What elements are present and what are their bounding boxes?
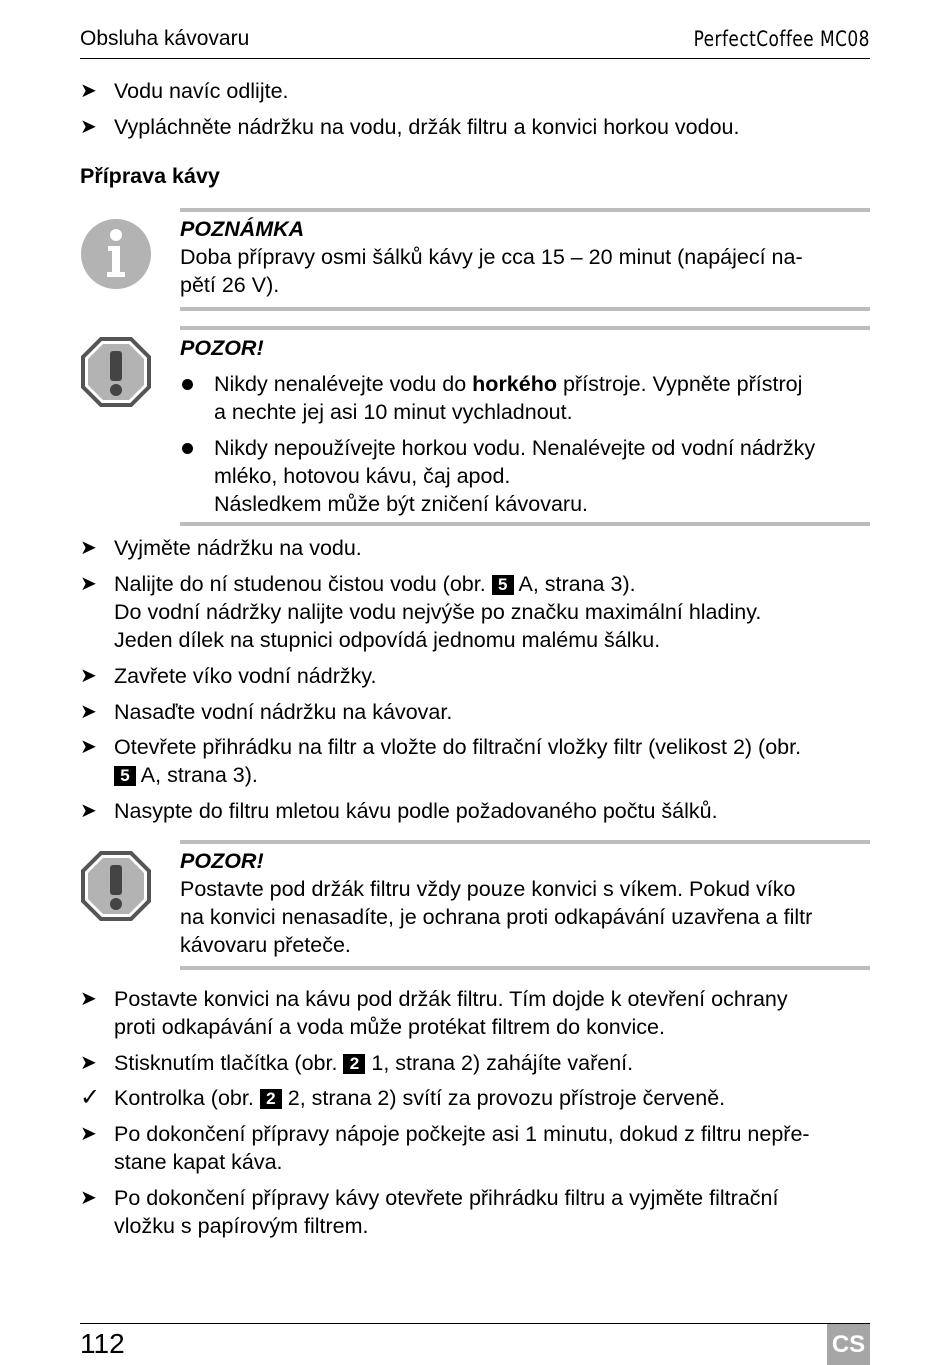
warning-icon [80,336,152,408]
note-bottom-rule [180,307,870,311]
caution-title: POZOR! [180,336,264,360]
running-header-left: Obsluha kávovaru [80,27,250,50]
caution-top-rule [180,840,870,844]
arrow-marker: ➤ [80,116,97,138]
step-text: Nasaďte vodní nádržku na kávovar. [114,700,453,724]
header-divider [80,58,870,59]
step-item [80,662,870,690]
caution-title: POZOR! [180,849,264,873]
caution-box [180,847,870,959]
step-text: Po dokončení přípravy kávy otevřete přihrádku filtru a vyjměte filtrační [114,1186,779,1210]
arrow-marker: ➤ [80,736,97,758]
figure-number-badge: 5 [114,766,136,786]
warning-icon [80,850,152,922]
step-text: stane kapat káva. [114,1150,283,1174]
step-item [80,1184,870,1240]
caution-line: Postavte pod držák filtru vždy pouze konvici s víkem. Pokud víko [180,877,796,901]
caution-top-rule [180,326,870,330]
footer-divider [80,1323,870,1324]
result-item [80,1084,870,1112]
step-item [80,570,870,654]
bullet-dot [182,379,193,390]
bullet-text: Následkem může být zničení kávovaru. [214,492,589,516]
arrow-marker: ➤ [80,80,97,102]
bullet-text: mléko, hotovou kávu, čaj apod. [214,464,511,488]
page-number: 112 [80,1328,125,1359]
step-text: Zavřete víko vodní nádržky. [114,664,377,688]
note-title: POZNÁMKA [180,217,305,241]
arrow-marker: ➤ [80,988,97,1010]
step-text: Vypláchněte nádržku na vodu, držák filtru a konvici horkou vodou. [114,115,740,139]
step-text: 1, strana 2) zahájíte vaření. [365,1051,634,1075]
step-text: Vodu navíc odlijte. [114,79,289,103]
arrow-marker: ➤ [80,665,97,687]
language-tab: CS [827,1324,870,1365]
arrow-marker: ➤ [80,1052,97,1074]
caution-bottom-rule [180,966,870,970]
note-top-rule [180,208,870,212]
arrow-marker: ➤ [80,1123,97,1145]
step-item [80,113,870,141]
section-title: Příprava kávy [80,164,220,188]
arrow-marker: ➤ [80,573,97,595]
info-icon [80,218,152,290]
figure-number-badge: 2 [343,1054,365,1074]
step-item [80,797,870,825]
caution-bottom-rule [180,522,870,526]
step-item [80,77,870,105]
step-item [80,534,870,562]
step-item [80,1049,870,1077]
step-text: Kontrolka (obr. [114,1086,260,1110]
check-marker: ✓ [80,1084,101,1111]
step-text: Vyjměte nádržku na vodu. [114,536,362,560]
step-text: 2, strana 2) svítí za provozu přístroje červeně. [281,1086,726,1110]
note-line: pětí 26 V). [180,273,280,297]
step-item [80,733,870,789]
bullet-item [180,434,870,518]
step-item [80,1120,870,1176]
arrow-marker: ➤ [80,701,97,723]
bullet-text: přístroje. Vypněte přístroj [557,372,803,396]
step-text: Otevřete přihrádku na filtr a vložte do filtrační vložky filtr (velikost 2) (obr. [114,735,802,759]
figure-number-badge: 2 [260,1089,282,1109]
bullet-dot [182,443,193,454]
step-text: Nasypte do filtru mletou kávu podle požadovaného počtu šálků. [114,799,718,823]
bullet-text: Nikdy nenalévejte vodu do [214,372,473,396]
caution-line: na konvici nenasadíte, je ochrana proti odkapávání uzavřena a filtr [180,905,813,929]
arrow-marker: ➤ [80,537,97,559]
figure-number-badge: 5 [492,575,514,595]
note-line: Doba přípravy osmi šálků kávy je cca 15 – 20 minut (napájecí na- [180,245,803,269]
note-box [180,215,870,299]
bullet-text: a nechte jej asi 10 minut vychladnout. [214,400,573,424]
caution-line: kávovaru přeteče. [180,933,351,957]
bullet-item [180,370,870,426]
step-text: vložku s papírovým filtrem. [114,1214,369,1238]
step-item [80,985,870,1041]
arrow-marker: ➤ [80,1187,97,1209]
step-text: Do vodní nádržky nalijte vodu nejvýše po značku maximální hladiny. [114,600,762,624]
step-text: Nalijte do ní studenou čistou vodu (obr. [114,572,492,596]
step-text: A, strana 3). [136,763,258,787]
bullet-text: Nikdy nepoužívejte horkou vodu. Nenalévejte od vodní nádržky [214,436,816,460]
caution-box [180,334,870,518]
running-header-right: PerfectCoffee MC08 [693,27,870,51]
step-text: Postavte konvici na kávu pod držák filtru. Tím dojde k otevření ochrany [114,987,788,1011]
step-text: Jeden dílek na stupnici odpovídá jednomu malému šálku. [114,628,661,652]
step-text: Po dokončení přípravy nápoje počkejte asi 1 minutu, dokud z filtru nepře- [114,1122,810,1146]
step-text: Stisknutím tlačítka (obr. [114,1051,344,1075]
step-text: A, strana 3). [513,572,636,596]
step-text: proti odkapávání a voda může protékat filtrem do konvice. [114,1015,665,1039]
step-item [80,698,870,726]
arrow-marker: ➤ [80,800,97,822]
bullet-bold-text: horkého [472,372,557,396]
